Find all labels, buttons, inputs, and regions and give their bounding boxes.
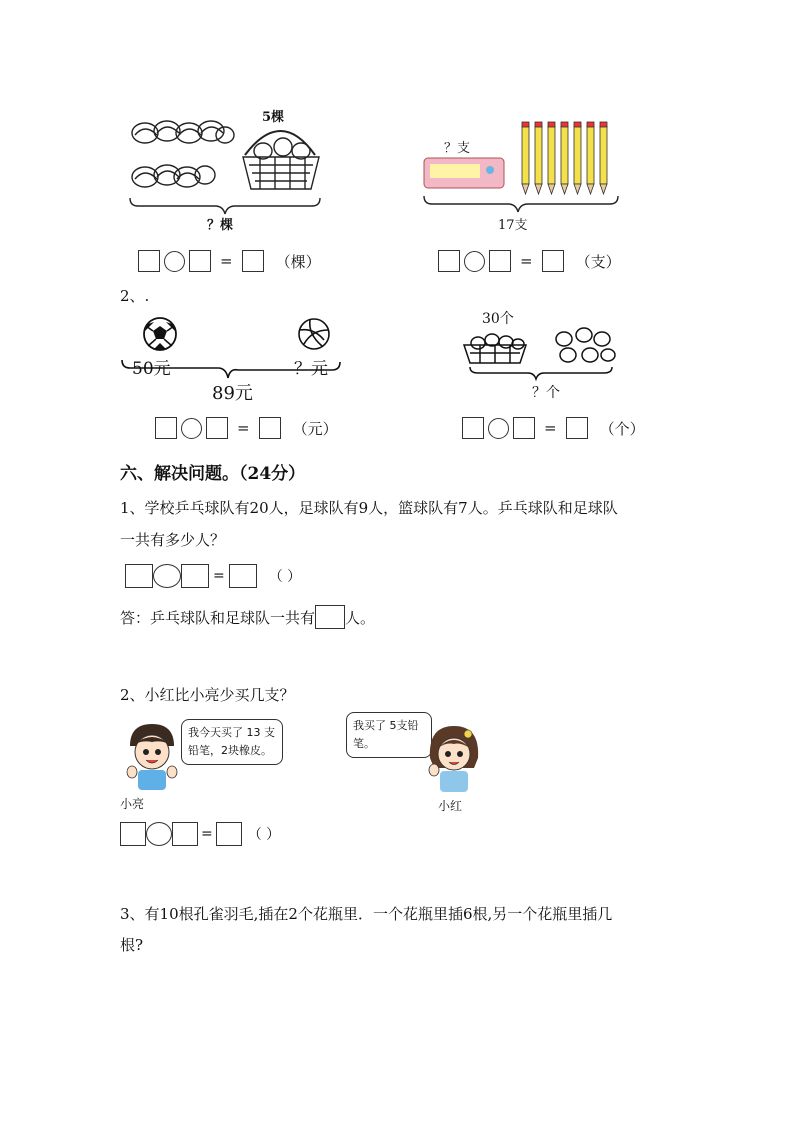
answer-prefix: 答：乒乓球队和足球队一共有 [120, 608, 316, 627]
balls-total-label: 89元 [212, 383, 253, 404]
boy-name: 小亮 [120, 797, 145, 811]
fruit-top-label: 30个 [482, 311, 514, 327]
pencils-bottom-label: 17支 [498, 218, 528, 233]
unit-label: （元） [292, 419, 338, 438]
q1-answer [120, 605, 375, 629]
equals-sign: = [544, 419, 557, 437]
girl-speech-bubble [346, 712, 432, 758]
pencil-case-label: ？支 [444, 141, 471, 156]
unit-label: （支） [575, 252, 621, 271]
answer-box[interactable] [189, 250, 211, 272]
equals-sign: = [220, 252, 233, 270]
answer-box[interactable] [259, 417, 281, 439]
section-title: 六、解决问题。（24分） [120, 464, 306, 484]
answer-box[interactable] [438, 250, 460, 272]
answer-box[interactable] [216, 822, 242, 846]
girl-figure [424, 724, 480, 794]
equals-sign: = [201, 826, 213, 842]
volleyball-price-label: ？元 [294, 359, 328, 379]
q2-text: 2、小红比小亮少买几支？ [120, 686, 295, 704]
soccer-ball-icon [144, 318, 176, 350]
answer-box[interactable] [181, 564, 209, 588]
q3-line2: 根? [120, 936, 144, 954]
q1-line1: 1、学校乒乓球队有20人，足球队有9人，篮球队有7人。乒乓球队和足球队 [120, 499, 618, 517]
answer-box[interactable] [125, 564, 153, 588]
pencils-equation [438, 250, 621, 272]
operator-circle[interactable] [164, 251, 185, 272]
girl-speech-text: 我买了 5支铅笔。 [353, 719, 419, 750]
girl-name: 小红 [438, 799, 463, 813]
operator-circle[interactable] [181, 418, 202, 439]
answer-box[interactable] [242, 250, 264, 272]
answer-box[interactable] [229, 564, 257, 588]
q3-line1: 3、有10根孔雀羽毛,插在2个花瓶里．一个花瓶里插6根,另一个花瓶里插几 [120, 905, 613, 923]
answer-suffix: 人。 [345, 608, 376, 627]
answer-box[interactable] [155, 417, 177, 439]
equals-sign: = [213, 568, 225, 584]
equals-sign: = [237, 419, 250, 437]
unit-label: （个） [599, 419, 645, 438]
fruit-illustration [460, 325, 620, 385]
answer-box[interactable] [206, 417, 228, 439]
girl-icon [424, 724, 480, 794]
answer-box[interactable] [566, 417, 588, 439]
fruit-bottom-label: ？个 [532, 385, 560, 401]
pencil-case-icon [424, 158, 504, 188]
boy-icon [122, 722, 178, 792]
trees-equation [138, 250, 321, 272]
answer-box[interactable] [172, 822, 198, 846]
operator-circle[interactable] [464, 251, 485, 272]
pencils-illustration [420, 118, 620, 218]
trees-bottom-label: ？棵 [207, 218, 234, 233]
answer-box[interactable] [542, 250, 564, 272]
fruit-equation [462, 417, 645, 439]
unit-blank: （ ） [247, 827, 281, 843]
soccer-price-label: 50元 [132, 359, 171, 379]
answer-box[interactable] [315, 605, 345, 629]
answer-box[interactable] [513, 417, 535, 439]
answer-box[interactable] [138, 250, 160, 272]
operator-circle[interactable] [488, 418, 509, 439]
equals-sign: = [520, 252, 533, 270]
boy-speech-text: 我今天买了 13 支铅笔，2块橡皮。 [188, 726, 275, 757]
boy-figure [122, 722, 178, 792]
boy-speech-bubble [181, 719, 283, 765]
answer-box[interactable] [120, 822, 146, 846]
volleyball-icon [299, 319, 329, 349]
operator-circle[interactable] [153, 564, 181, 588]
question-number: 2、. [120, 287, 150, 305]
balls-equation [155, 417, 338, 439]
unit-blank: （ ） [268, 569, 302, 585]
answer-box[interactable] [462, 417, 484, 439]
q1-equation [125, 564, 301, 588]
operator-circle[interactable] [146, 822, 172, 846]
fruit-figure [460, 325, 620, 385]
pencils-figure [420, 118, 620, 218]
q2-equation [120, 822, 280, 846]
trees-top-label: 5棵 [262, 110, 285, 125]
unit-label: （棵） [275, 252, 321, 271]
answer-box[interactable] [489, 250, 511, 272]
q1-line2: 一共有多少人？ [120, 531, 226, 549]
